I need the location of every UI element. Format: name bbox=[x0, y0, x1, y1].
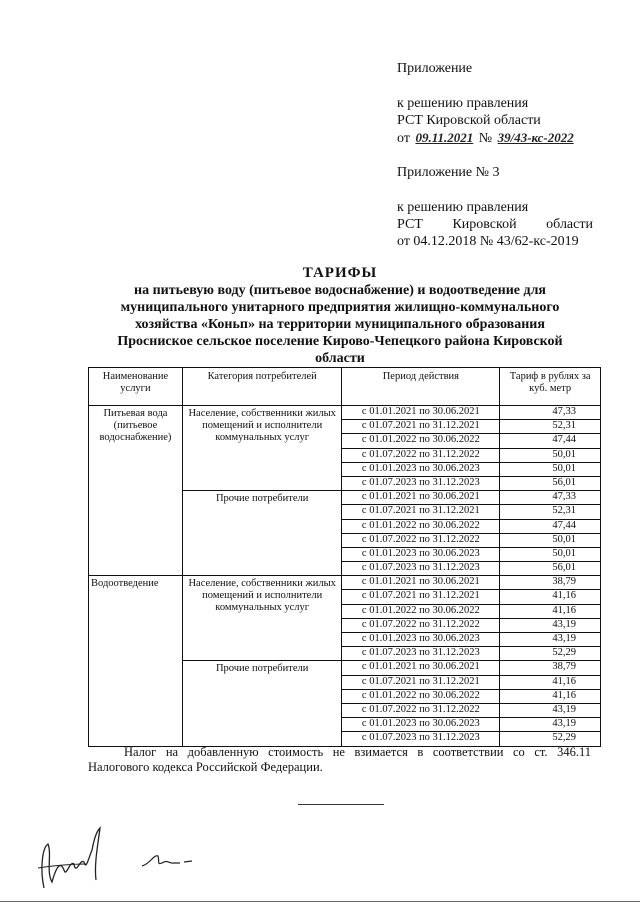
period-cell: с 01.07.2023 по 31.12.2023 bbox=[342, 732, 500, 746]
title-line-1: ТАРИФЫ bbox=[302, 265, 378, 281]
period-cell: с 01.01.2022 по 30.06.2022 bbox=[342, 434, 500, 448]
period-cell: с 01.01.2021 по 30.06.2021 bbox=[342, 406, 500, 420]
period-cell: с 01.01.2022 по 30.06.2022 bbox=[342, 604, 500, 618]
title-line-3: муниципального унитарного предприятия жилищно-коммунального bbox=[120, 300, 560, 315]
price-cell: 52,29 bbox=[500, 647, 601, 661]
period-cell: с 01.07.2023 по 31.12.2023 bbox=[342, 562, 500, 576]
consumer-category: Население, собственники жилых помещений и исполнители коммунальных услуг bbox=[182, 406, 342, 491]
service-name: Питьевая вода (питьевое водоснабжение) bbox=[89, 406, 183, 576]
price-cell: 47,33 bbox=[500, 491, 601, 505]
decision-line-2: РСТ Кировской области bbox=[397, 113, 541, 128]
handwritten-number: 39/43-кс-2022 bbox=[497, 130, 574, 145]
prev-rst: РСТ bbox=[397, 217, 423, 232]
price-cell: 43,19 bbox=[500, 633, 601, 647]
document-title bbox=[100, 265, 580, 367]
decision-date-line bbox=[397, 129, 576, 147]
appendix3-label: Приложение № 3 bbox=[397, 165, 500, 180]
period-cell: с 01.01.2023 по 30.06.2023 bbox=[342, 718, 500, 732]
price-cell: 52,31 bbox=[500, 420, 601, 434]
period-cell: с 01.07.2023 по 31.12.2023 bbox=[342, 476, 500, 490]
price-cell: 43,19 bbox=[500, 703, 601, 717]
table-header-row bbox=[89, 368, 601, 406]
title-line-5: Проснискoе сельское поселение Кирово-Чепецкого района Кировской bbox=[117, 334, 563, 349]
price-cell: 38,79 bbox=[500, 576, 601, 590]
header-category: Категория потребителей bbox=[182, 368, 342, 406]
table-row bbox=[89, 406, 601, 420]
page-bottom-edge bbox=[0, 901, 640, 902]
vat-note-line-2: Налогового кодекса Российской Федерации. bbox=[88, 760, 323, 774]
period-cell: с 01.07.2023 по 31.12.2023 bbox=[342, 647, 500, 661]
tariff-table bbox=[88, 367, 601, 747]
appendix-label-block bbox=[397, 60, 472, 77]
price-cell: 50,01 bbox=[500, 448, 601, 462]
period-cell: с 01.07.2022 по 31.12.2022 bbox=[342, 618, 500, 632]
prev-decision-line-1: к решению правления bbox=[397, 200, 529, 215]
price-cell: 50,01 bbox=[500, 533, 601, 547]
appendix-label: Приложение bbox=[397, 61, 473, 76]
separator-line bbox=[298, 804, 384, 805]
price-cell: 41,16 bbox=[500, 689, 601, 703]
current-decision-block bbox=[397, 95, 576, 147]
prev-obl: области bbox=[546, 217, 593, 232]
title-line-4: хозяйства «Коньп» на территории муниципального образования bbox=[135, 317, 545, 332]
header-period: Период действия bbox=[342, 368, 500, 406]
prev-decision-line-3: от 04.12.2018 № 43/62-кс-2019 bbox=[397, 234, 579, 249]
number-sign: № bbox=[478, 131, 493, 146]
price-cell: 52,31 bbox=[500, 505, 601, 519]
period-cell: с 01.01.2022 по 30.06.2022 bbox=[342, 519, 500, 533]
decision-line-1: к решению правления bbox=[397, 96, 529, 111]
table-row bbox=[89, 576, 601, 590]
period-cell: с 01.01.2023 по 30.06.2023 bbox=[342, 462, 500, 476]
price-cell: 47,44 bbox=[500, 519, 601, 533]
title-line-2: на питьевую воду (питьевое водоснабжение) и водоотведение для bbox=[134, 283, 546, 298]
handwritten-date: 09.11.2021 bbox=[415, 130, 474, 145]
from-label: от bbox=[397, 131, 410, 146]
price-cell: 43,19 bbox=[500, 718, 601, 732]
period-cell: с 01.01.2022 по 30.06.2022 bbox=[342, 689, 500, 703]
header-service: Наименование услуги bbox=[89, 368, 183, 406]
title-line-6: области bbox=[315, 351, 365, 366]
consumer-category: Прочие потребители bbox=[182, 491, 342, 576]
price-cell: 56,01 bbox=[500, 476, 601, 490]
price-cell: 47,33 bbox=[500, 406, 601, 420]
previous-decision-block bbox=[397, 199, 593, 250]
period-cell: с 01.07.2021 по 31.12.2021 bbox=[342, 675, 500, 689]
prev-decision-line-2 bbox=[397, 216, 593, 233]
initials-mark bbox=[140, 848, 200, 872]
price-cell: 43,19 bbox=[500, 618, 601, 632]
period-cell: с 01.01.2023 по 30.06.2023 bbox=[342, 547, 500, 561]
consumer-category: Население, собственники жилых помещений и исполнители коммунальных услуг bbox=[182, 576, 342, 661]
header-tariff: Тариф в рублях за куб. метр bbox=[500, 368, 601, 406]
period-cell: с 01.07.2021 по 31.12.2021 bbox=[342, 420, 500, 434]
period-cell: с 01.07.2022 по 31.12.2022 bbox=[342, 703, 500, 717]
period-cell: с 01.01.2023 по 30.06.2023 bbox=[342, 633, 500, 647]
price-cell: 41,16 bbox=[500, 675, 601, 689]
period-cell: с 01.07.2022 по 31.12.2022 bbox=[342, 448, 500, 462]
price-cell: 52,29 bbox=[500, 732, 601, 746]
prev-kirov: Кировской bbox=[452, 217, 517, 232]
price-cell: 41,16 bbox=[500, 590, 601, 604]
period-cell: с 01.01.2021 по 30.06.2021 bbox=[342, 661, 500, 675]
price-cell: 50,01 bbox=[500, 547, 601, 561]
table-body bbox=[89, 406, 601, 747]
price-cell: 56,01 bbox=[500, 562, 601, 576]
period-cell: с 01.07.2022 по 31.12.2022 bbox=[342, 533, 500, 547]
appendix3-block bbox=[397, 164, 500, 181]
consumer-category: Прочие потребители bbox=[182, 661, 342, 746]
period-cell: с 01.01.2021 по 30.06.2021 bbox=[342, 576, 500, 590]
period-cell: с 01.07.2021 по 31.12.2021 bbox=[342, 590, 500, 604]
period-cell: с 01.07.2021 по 31.12.2021 bbox=[342, 505, 500, 519]
vat-note-line-1: Налог на добавленную стоимость не взимается в соответствии со ст. 346.11 bbox=[124, 745, 591, 759]
price-cell: 41,16 bbox=[500, 604, 601, 618]
price-cell: 47,44 bbox=[500, 434, 601, 448]
vat-note bbox=[88, 745, 591, 775]
handwritten-signature bbox=[30, 820, 130, 895]
service-name: Водоотведение bbox=[89, 576, 183, 746]
price-cell: 38,79 bbox=[500, 661, 601, 675]
price-cell: 50,01 bbox=[500, 462, 601, 476]
period-cell: с 01.01.2021 по 30.06.2021 bbox=[342, 491, 500, 505]
